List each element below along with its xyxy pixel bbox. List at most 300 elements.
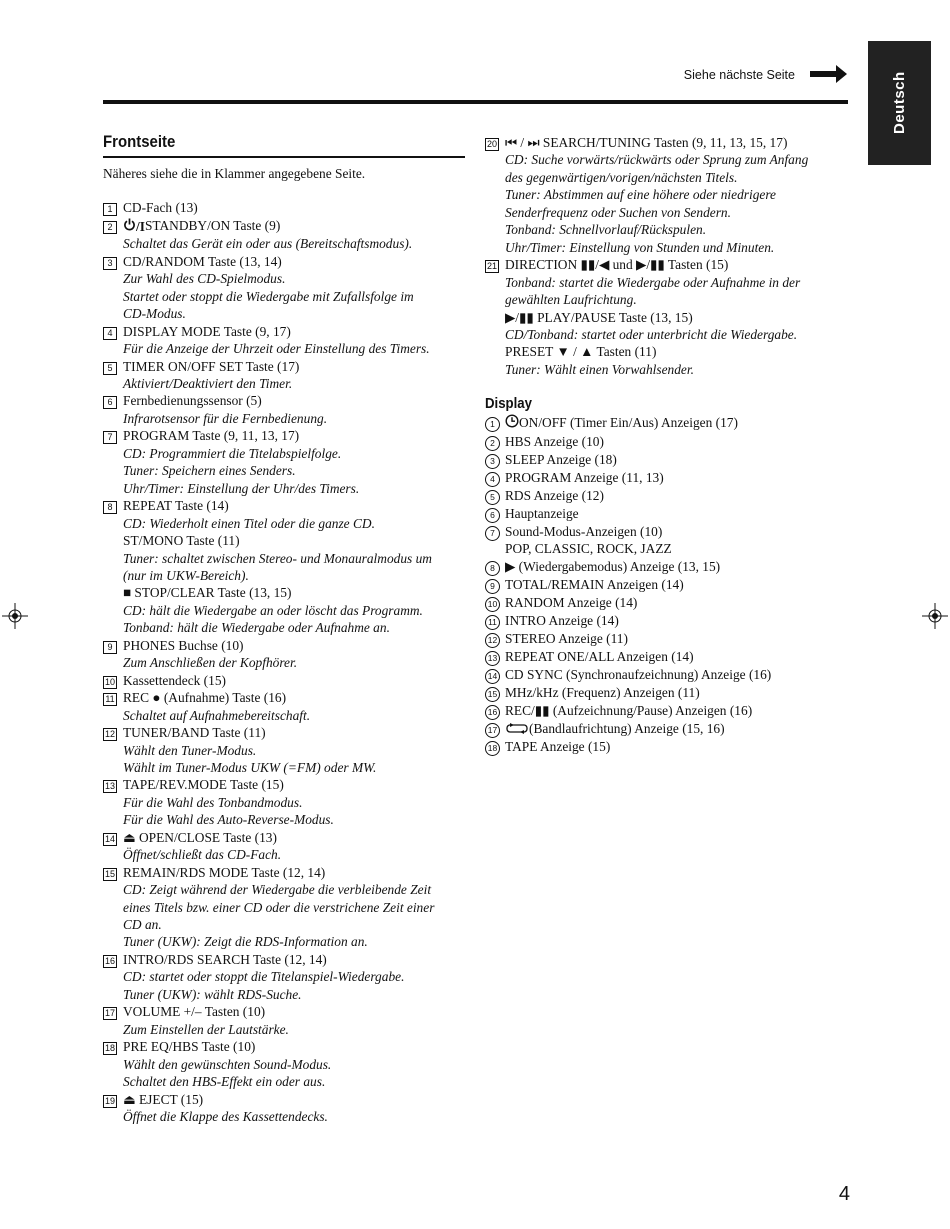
item-text: INTRO Anzeige (14) bbox=[505, 612, 619, 628]
item-text: Tuner (UKW): Zeigt die RDS-Information an. bbox=[123, 934, 368, 950]
item-text: Schaltet auf Aufnahmebereitschaft. bbox=[123, 707, 311, 723]
item-text: Zur Wahl des CD-Spielmodus. bbox=[123, 271, 286, 287]
item-text: Tuner: Abstimmen auf eine höhere oder niedrigere bbox=[505, 187, 776, 203]
item-text: ▶ (Wiedergabemodus) Anzeige (13, 15) bbox=[505, 558, 721, 574]
boxed-number: 5 bbox=[103, 362, 117, 375]
item-text: TIMER ON/OFF SET Taste (17) bbox=[123, 358, 300, 374]
boxed-number: 17 bbox=[105, 1008, 116, 1019]
item-description bbox=[505, 204, 850, 221]
item-text: CD: startet oder stoppt die Titelanspiel-Wiedergabe. bbox=[123, 969, 405, 985]
item-text: CD: hält die Wiedergabe an oder löscht das Programm. bbox=[123, 602, 423, 618]
item-number bbox=[103, 427, 123, 497]
item-text: Wählt den gewünschten Sound-Modus. bbox=[123, 1056, 332, 1072]
circled-number: 7 bbox=[485, 526, 500, 541]
list-item bbox=[103, 323, 465, 358]
item-number bbox=[485, 523, 505, 558]
list-item bbox=[485, 505, 850, 523]
item-body bbox=[505, 414, 850, 432]
item-text: (nur im UKW-Bereich). bbox=[123, 567, 249, 583]
item-text: DISPLAY MODE Taste (9, 17) bbox=[123, 323, 291, 339]
item-description bbox=[123, 881, 465, 898]
list-item bbox=[485, 612, 850, 630]
item-label bbox=[505, 612, 850, 629]
item-description bbox=[505, 169, 850, 186]
item-number bbox=[103, 1091, 123, 1126]
item-text: TUNER/BAND Taste (11) bbox=[123, 725, 266, 741]
item-number bbox=[485, 666, 505, 684]
item-description bbox=[123, 707, 465, 724]
front-item-list-continued bbox=[485, 134, 850, 378]
item-text: INTRO/RDS SEARCH Taste (12, 14) bbox=[123, 951, 327, 967]
item-body bbox=[123, 1038, 465, 1090]
item-text: Hauptanzeige bbox=[505, 505, 579, 521]
circled-number: 1 bbox=[485, 417, 500, 432]
registration-mark-right-icon bbox=[922, 603, 948, 629]
item-body bbox=[123, 427, 465, 497]
item-body bbox=[123, 724, 465, 776]
list-item bbox=[103, 199, 465, 216]
header-rule bbox=[103, 100, 848, 104]
item-text: RANDOM Anzeige (14) bbox=[505, 594, 638, 610]
item-text: Startet oder stoppt die Wiedergabe mit Zufallsfolge im bbox=[123, 288, 414, 304]
item-description bbox=[505, 151, 850, 168]
item-body bbox=[505, 630, 850, 648]
item-text: CD-Fach (13) bbox=[123, 200, 198, 216]
clock-icon bbox=[505, 414, 519, 432]
item-text: ■ STOP/CLEAR Taste (13, 15) bbox=[123, 585, 292, 601]
list-item bbox=[103, 672, 465, 689]
circled-number: 2 bbox=[485, 436, 500, 451]
item-text: Wählt im Tuner-Modus UKW (=FM) oder MW. bbox=[123, 759, 377, 775]
boxed-number: 11 bbox=[103, 693, 117, 706]
item-label bbox=[123, 689, 465, 706]
item-label bbox=[505, 684, 850, 701]
item-text: PRESET ▼ / ▲ Tasten (11) bbox=[505, 344, 657, 360]
item-number bbox=[485, 414, 505, 432]
item-text: Tuner: Speichern eines Senders. bbox=[123, 463, 296, 479]
item-description bbox=[123, 462, 465, 479]
circled-number: 4 bbox=[485, 472, 500, 487]
boxed-number: 8 bbox=[103, 501, 117, 514]
item-number bbox=[103, 199, 123, 216]
circled-number: 9 bbox=[485, 579, 500, 594]
item-label bbox=[123, 392, 465, 409]
item-description bbox=[123, 899, 465, 916]
item-description bbox=[505, 361, 850, 378]
item-text: Aktiviert/Deaktiviert den Timer. bbox=[123, 375, 293, 391]
item-text: Für die Wahl des Tonbandmodus. bbox=[123, 794, 303, 810]
boxed-number: 9 bbox=[103, 641, 117, 654]
item-number bbox=[103, 864, 123, 951]
item-text: Tonband: startet die Wiedergabe oder Aufnahme in der bbox=[505, 274, 801, 290]
item-text: Infrarotsensor für die Fernbedienung. bbox=[123, 410, 328, 426]
item-body bbox=[123, 253, 465, 323]
item-description bbox=[123, 654, 465, 671]
list-item bbox=[485, 487, 850, 505]
item-label bbox=[123, 584, 465, 601]
item-number bbox=[103, 672, 123, 689]
item-description bbox=[505, 291, 850, 308]
item-description bbox=[123, 619, 465, 636]
item-body bbox=[123, 358, 465, 393]
item-body bbox=[123, 392, 465, 427]
list-item bbox=[103, 829, 465, 864]
item-label bbox=[123, 532, 465, 549]
circled-number: 5 bbox=[485, 490, 500, 505]
item-number bbox=[485, 702, 505, 720]
boxed-number: 21 bbox=[487, 261, 498, 272]
boxed-number: 20 bbox=[487, 139, 498, 149]
list-item bbox=[103, 951, 465, 1003]
section-intro: Näheres siehe die in Klammer angegebene Seite. bbox=[103, 166, 366, 181]
item-label bbox=[505, 487, 850, 504]
circled-number: 14 bbox=[485, 669, 500, 684]
item-label bbox=[505, 343, 850, 360]
item-label bbox=[505, 576, 850, 593]
item-description bbox=[123, 986, 465, 1003]
see-next-page-label: Siehe nächste Seite bbox=[683, 68, 795, 82]
boxed-number: 2 bbox=[103, 221, 117, 234]
item-body bbox=[123, 199, 465, 216]
item-body bbox=[505, 256, 850, 378]
item-body bbox=[505, 612, 850, 630]
section-title-front: Frontseite bbox=[103, 132, 176, 151]
boxed-number: 18 bbox=[105, 1043, 116, 1054]
item-body bbox=[505, 738, 850, 756]
item-label bbox=[505, 469, 850, 486]
list-item bbox=[103, 497, 465, 637]
list-item bbox=[485, 702, 850, 720]
item-number bbox=[485, 630, 505, 648]
item-label bbox=[505, 134, 850, 151]
item-number bbox=[485, 576, 505, 594]
item-number bbox=[485, 648, 505, 666]
item-label bbox=[505, 433, 850, 450]
page-number: 4 bbox=[838, 1183, 850, 1205]
item-description bbox=[123, 567, 465, 584]
item-text: CD: Zeigt während der Wiedergabe die verbleibende Zeit bbox=[123, 882, 432, 898]
list-item bbox=[103, 392, 465, 427]
item-text: Schaltet den HBS-Effekt ein oder aus. bbox=[123, 1074, 326, 1090]
item-text: PRE EQ/HBS Taste (10) bbox=[123, 1039, 256, 1055]
item-text: Schaltet das Gerät ein oder aus (Bereitschaftsmodus). bbox=[123, 236, 413, 252]
circled-number: 16 bbox=[485, 705, 500, 720]
item-label bbox=[505, 738, 850, 755]
item-label bbox=[123, 724, 465, 741]
front-item-list bbox=[103, 199, 465, 1125]
item-description bbox=[123, 445, 465, 462]
list-item bbox=[485, 576, 850, 594]
item-text: Kassettendeck (15) bbox=[123, 672, 226, 688]
item-label bbox=[123, 1091, 465, 1108]
item-text: CD: Programmiert die Titelabspielfolge. bbox=[123, 445, 342, 461]
boxed-number: 10 bbox=[105, 676, 116, 687]
item-number bbox=[485, 134, 505, 256]
item-text: Öffnet die Klappe des Kassettendecks. bbox=[123, 1109, 328, 1125]
item-text: REC/▮▮ (Aufzeichnung/Pause) Anzeigen (16) bbox=[505, 702, 753, 718]
language-tab bbox=[868, 41, 931, 165]
item-label bbox=[123, 951, 465, 968]
item-description bbox=[123, 410, 465, 427]
item-number bbox=[485, 256, 505, 378]
item-label bbox=[123, 497, 465, 514]
item-number bbox=[485, 487, 505, 505]
item-label bbox=[123, 776, 465, 793]
registration-mark-left-icon bbox=[2, 603, 28, 629]
circled-number: 18 bbox=[485, 741, 500, 756]
item-text: ⏮ / ⏭ SEARCH/TUNING Tasten (9, 11, 13, 15, 17) bbox=[505, 135, 788, 150]
item-text: PHONES Buchse (10) bbox=[123, 637, 244, 653]
item-text: Wählt den Tuner-Modus. bbox=[123, 742, 257, 758]
item-label bbox=[505, 256, 850, 273]
item-label bbox=[123, 358, 465, 375]
list-item bbox=[485, 594, 850, 612]
list-item bbox=[103, 1038, 465, 1090]
item-body bbox=[505, 558, 850, 576]
section-rule bbox=[103, 156, 465, 158]
item-number bbox=[103, 323, 123, 358]
item-label bbox=[123, 323, 465, 340]
circled-number: 6 bbox=[485, 508, 500, 523]
boxed-number: 3 bbox=[103, 257, 117, 270]
boxed-number: 6 bbox=[103, 396, 117, 409]
item-body bbox=[505, 451, 850, 469]
item-text: Uhr/Timer: Einstellung der Uhr/des Timers. bbox=[123, 480, 360, 496]
item-description bbox=[505, 326, 850, 343]
item-number bbox=[103, 358, 123, 393]
item-body bbox=[123, 864, 465, 951]
item-text: Für die Anzeige der Uhrzeit oder Einstellung des Timers. bbox=[123, 341, 430, 357]
item-text: TAPE Anzeige (15) bbox=[505, 739, 611, 755]
item-body bbox=[123, 1091, 465, 1126]
item-label bbox=[505, 523, 850, 540]
item-description bbox=[123, 305, 465, 322]
item-text: RDS Anzeige (12) bbox=[505, 487, 604, 503]
item-label bbox=[505, 540, 850, 557]
item-text: STANDBY/ON Taste (9) bbox=[144, 217, 281, 233]
list-item bbox=[485, 451, 850, 469]
item-label bbox=[505, 594, 850, 611]
item-description bbox=[123, 235, 465, 252]
item-description bbox=[505, 186, 850, 203]
list-item bbox=[485, 433, 850, 451]
item-label bbox=[505, 648, 850, 665]
item-description bbox=[123, 794, 465, 811]
item-label bbox=[505, 451, 850, 468]
item-text: (Bandlaufrichtung) Anzeige (15, 16) bbox=[529, 720, 725, 736]
item-body bbox=[505, 702, 850, 720]
boxed-number: 4 bbox=[103, 327, 117, 340]
item-text: Öffnet/schließt das CD-Fach. bbox=[123, 847, 282, 863]
item-body bbox=[123, 776, 465, 828]
boxed-number: 14 bbox=[105, 833, 116, 844]
circled-number: 17 bbox=[485, 723, 500, 738]
item-label bbox=[123, 829, 465, 846]
item-number bbox=[103, 1038, 123, 1090]
item-body bbox=[123, 217, 465, 253]
item-number bbox=[485, 720, 505, 738]
item-text: SLEEP Anzeige (18) bbox=[505, 451, 617, 467]
item-text: CD/Tonband: startet oder unterbricht die Wiedergabe. bbox=[505, 326, 798, 342]
item-body bbox=[505, 684, 850, 702]
list-item bbox=[485, 469, 850, 487]
item-text: Für die Wahl des Auto-Reverse-Modus. bbox=[123, 812, 334, 828]
arrow-right-icon bbox=[810, 64, 848, 84]
item-body bbox=[123, 637, 465, 672]
item-description bbox=[123, 811, 465, 828]
item-body bbox=[123, 1003, 465, 1038]
power-icon: /I bbox=[123, 218, 145, 235]
item-text: ON/OFF (Timer Ein/Aus) Anzeigen (17) bbox=[519, 415, 738, 431]
item-text: REMAIN/RDS MODE Taste (12, 14) bbox=[123, 864, 326, 880]
item-text: eines Titels bzw. einer CD oder die verstrichene Zeit einer bbox=[123, 899, 435, 915]
boxed-number: 7 bbox=[103, 431, 117, 444]
item-body bbox=[123, 829, 465, 864]
list-item bbox=[103, 689, 465, 724]
item-text: Fernbedienungssensor (5) bbox=[123, 393, 262, 409]
right-column bbox=[485, 134, 850, 756]
item-description bbox=[123, 480, 465, 497]
item-text: Tonband: hält die Wiedergabe oder Aufnahme an. bbox=[123, 620, 390, 636]
list-item bbox=[103, 1003, 465, 1038]
item-label bbox=[505, 505, 850, 522]
item-text: des gegenwärtigen/vorigen/nächsten Titels. bbox=[505, 169, 738, 185]
item-number bbox=[485, 451, 505, 469]
item-number bbox=[103, 217, 123, 253]
item-text: CD: Suche vorwärts/rückwärts oder Sprung zum Anfang bbox=[505, 152, 809, 168]
item-text: ▶/▮▮ PLAY/PAUSE Taste (13, 15) bbox=[505, 309, 693, 325]
item-text: Tuner (UKW): wählt RDS-Suche. bbox=[123, 986, 302, 1002]
item-description bbox=[123, 1056, 465, 1073]
item-label bbox=[123, 217, 465, 235]
item-description bbox=[123, 270, 465, 287]
item-description bbox=[123, 846, 465, 863]
circled-number: 3 bbox=[485, 454, 500, 469]
circled-number: 8 bbox=[485, 561, 500, 576]
item-body bbox=[123, 323, 465, 358]
item-body bbox=[505, 594, 850, 612]
item-text: Uhr/Timer: Einstellung von Stunden und Minuten. bbox=[505, 239, 775, 255]
item-description bbox=[123, 375, 465, 392]
boxed-number: 13 bbox=[105, 781, 116, 792]
item-number bbox=[103, 392, 123, 427]
boxed-number: 19 bbox=[105, 1095, 116, 1106]
item-label bbox=[505, 309, 850, 326]
item-text: REC ● (Aufnahme) Taste (16) bbox=[123, 690, 287, 706]
list-item bbox=[485, 558, 850, 576]
circled-number: 12 bbox=[485, 633, 500, 648]
item-body bbox=[505, 648, 850, 666]
item-description bbox=[123, 288, 465, 305]
item-text: Sound-Modus-Anzeigen (10) bbox=[505, 523, 663, 539]
item-body bbox=[505, 666, 850, 684]
item-label bbox=[123, 1003, 465, 1020]
item-text: Tonband: Schnellvorlauf/Rückspulen. bbox=[505, 222, 707, 238]
item-text: Senderfrequenz oder Suchen von Sendern. bbox=[505, 204, 731, 220]
item-description bbox=[123, 759, 465, 776]
item-text: PROGRAM Anzeige (11, 13) bbox=[505, 469, 664, 485]
item-text: Tuner: Wählt einen Vorwahlsender. bbox=[505, 361, 694, 377]
list-item bbox=[485, 720, 850, 738]
item-number bbox=[485, 469, 505, 487]
item-label bbox=[123, 864, 465, 881]
item-label bbox=[505, 558, 850, 575]
boxed-number: 16 bbox=[105, 955, 116, 966]
item-text: ⏏ EJECT (15) bbox=[123, 1091, 204, 1107]
item-body bbox=[123, 951, 465, 1003]
list-item bbox=[103, 864, 465, 951]
list-item bbox=[485, 414, 850, 432]
item-text: TAPE/REV.MODE Taste (15) bbox=[123, 777, 284, 793]
item-description bbox=[123, 1108, 465, 1125]
item-body bbox=[123, 497, 465, 637]
list-item bbox=[485, 256, 850, 378]
item-text: CD: Wiederholt einen Titel oder die ganze CD. bbox=[123, 515, 375, 531]
item-number bbox=[103, 497, 123, 637]
item-description bbox=[123, 550, 465, 567]
item-description bbox=[505, 239, 850, 256]
item-body bbox=[505, 505, 850, 523]
item-body bbox=[505, 720, 850, 738]
item-body bbox=[505, 523, 850, 558]
item-body bbox=[505, 433, 850, 451]
item-label bbox=[505, 720, 850, 738]
item-description bbox=[123, 602, 465, 619]
item-body bbox=[505, 134, 850, 256]
item-text: Zum Anschließen der Kopfhörer. bbox=[123, 655, 298, 671]
list-item bbox=[103, 217, 465, 253]
item-text: TOTAL/REMAIN Anzeigen (14) bbox=[505, 576, 684, 592]
boxed-number: 1 bbox=[103, 203, 117, 216]
circled-number: 13 bbox=[485, 651, 500, 666]
list-item bbox=[103, 358, 465, 393]
list-item bbox=[485, 738, 850, 756]
item-text: Zum Einstellen der Lautstärke. bbox=[123, 1021, 289, 1037]
item-label bbox=[505, 666, 850, 683]
item-number bbox=[485, 612, 505, 630]
item-text: CD-Modus. bbox=[123, 306, 186, 322]
item-number bbox=[485, 684, 505, 702]
item-description bbox=[505, 221, 850, 238]
item-text: CD/RANDOM Taste (13, 14) bbox=[123, 253, 282, 269]
item-description bbox=[123, 515, 465, 532]
list-item bbox=[485, 630, 850, 648]
item-label bbox=[123, 427, 465, 444]
list-item bbox=[103, 637, 465, 672]
item-text: CD an. bbox=[123, 917, 162, 933]
item-text: REPEAT Taste (14) bbox=[123, 498, 229, 514]
item-text: POP, CLASSIC, ROCK, JAZZ bbox=[505, 541, 672, 557]
item-label bbox=[123, 637, 465, 654]
item-label bbox=[505, 414, 850, 432]
item-description bbox=[123, 1021, 465, 1038]
item-body bbox=[123, 672, 465, 689]
item-description bbox=[123, 916, 465, 933]
display-item-list bbox=[485, 414, 850, 756]
front-panel-section bbox=[103, 131, 465, 1125]
list-item bbox=[485, 666, 850, 684]
item-text: gewählten Laufrichtung. bbox=[505, 292, 637, 308]
item-text: MHz/kHz (Frequenz) Anzeigen (11) bbox=[505, 684, 700, 700]
item-number bbox=[103, 1003, 123, 1038]
item-body bbox=[505, 469, 850, 487]
item-number bbox=[103, 724, 123, 776]
tape-direction-icon bbox=[505, 721, 529, 738]
list-item bbox=[103, 724, 465, 776]
item-label bbox=[123, 672, 465, 689]
list-item bbox=[103, 1091, 465, 1126]
circled-number: 10 bbox=[485, 597, 500, 612]
